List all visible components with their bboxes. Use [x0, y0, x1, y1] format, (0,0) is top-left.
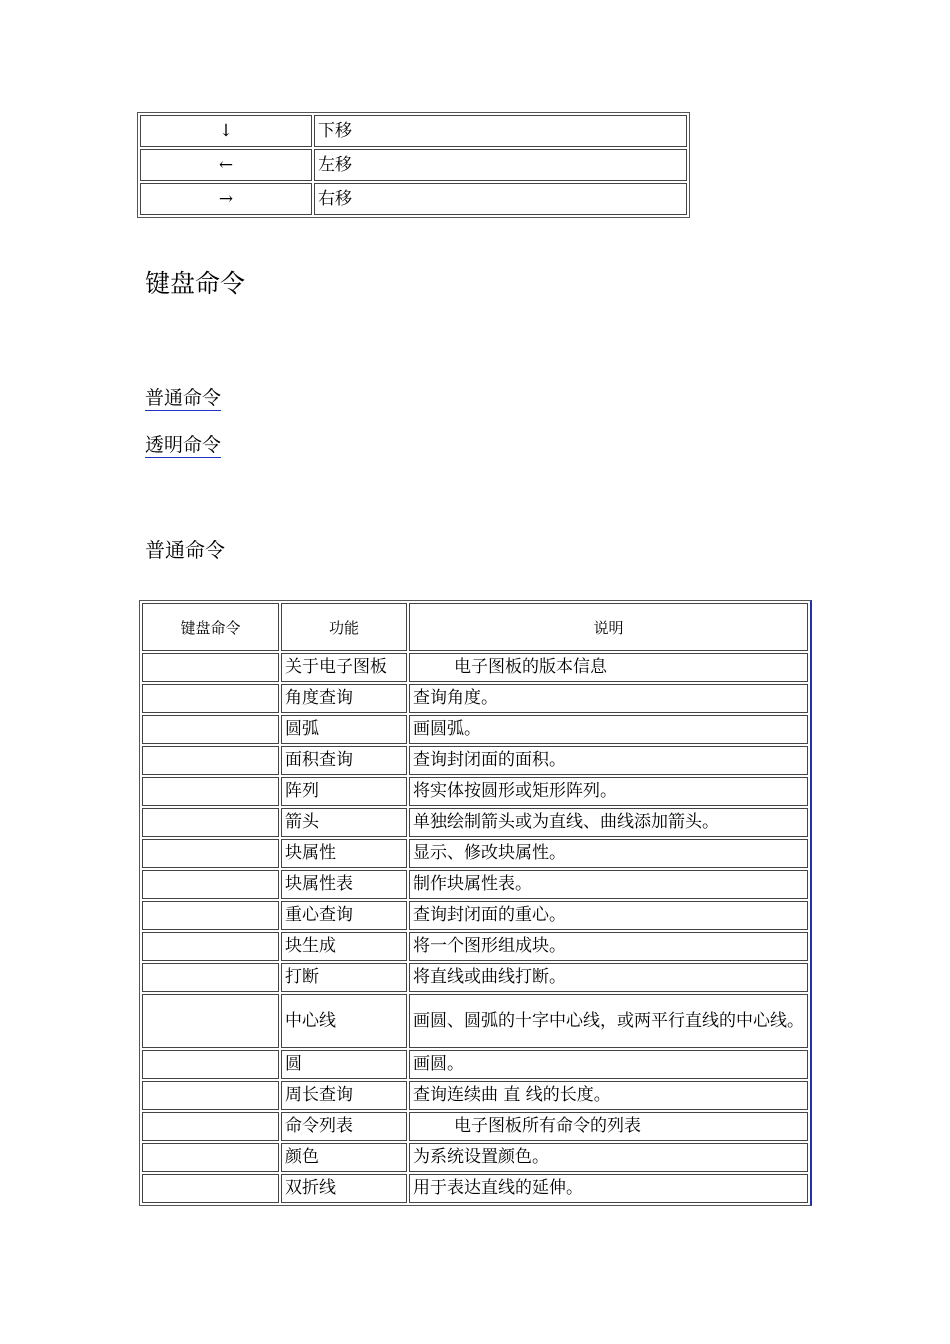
description-cell: 单独绘制箭头或为直线、曲线添加箭头。: [409, 808, 808, 837]
action-cell: 左移: [314, 149, 687, 181]
description-cell: 查询封闭面的面积。: [409, 746, 808, 775]
function-cell: 圆弧: [281, 715, 407, 744]
table-row: [142, 1143, 808, 1172]
table-row: [142, 932, 808, 961]
action-cell: 下移: [314, 115, 687, 147]
table-header-row: [142, 603, 808, 651]
key-cell: [142, 870, 279, 899]
down-arrow-key-cell: ↓: [140, 115, 312, 147]
key-cell: [142, 684, 279, 713]
keyboard-commands-heading: 键盘命令: [145, 269, 246, 298]
key-cell: [142, 715, 279, 744]
function-cell: 圆: [281, 1050, 407, 1079]
normal-commands-heading: 普通命令: [145, 538, 225, 562]
key-cell: [142, 839, 279, 868]
function-cell: 颜色: [281, 1143, 407, 1172]
description-cell: 查询连续曲 直 线的长度。: [409, 1081, 808, 1110]
description-cell: 将一个图形组成块。: [409, 932, 808, 961]
function-cell: 双折线: [281, 1174, 407, 1203]
normal-commands-link[interactable]: 普通命令: [145, 387, 222, 409]
table-row: [142, 777, 808, 806]
description-cell: 电子图板所有命令的列表: [409, 1112, 808, 1141]
key-cell: [142, 994, 279, 1048]
function-cell: 关于电子图板: [281, 653, 407, 682]
table-row: [142, 808, 808, 837]
command-table: [139, 600, 812, 1206]
description-cell: 画圆。: [409, 1050, 808, 1079]
key-cell: [142, 1174, 279, 1203]
table-row: [142, 1081, 808, 1110]
table-row: [142, 870, 808, 899]
key-cell: [142, 932, 279, 961]
function-cell: 块属性: [281, 839, 407, 868]
description-cell: 电子图板的版本信息: [409, 653, 808, 682]
function-cell: 面积查询: [281, 746, 407, 775]
table-row: [140, 115, 687, 147]
function-cell: 重心查询: [281, 901, 407, 930]
description-cell: 画圆、圆弧的十字中心线，或两平行直线的中心线。: [409, 994, 808, 1048]
description-cell: 为系统设置颜色。: [409, 1143, 808, 1172]
transparent-commands-link[interactable]: 透明命令: [145, 434, 222, 456]
table-row: [140, 149, 687, 181]
description-cell: 用于表达直线的延伸。: [409, 1174, 808, 1203]
table-row: [140, 183, 687, 215]
table-row: [142, 839, 808, 868]
function-cell: 命令列表: [281, 1112, 407, 1141]
table-row: [142, 994, 808, 1048]
right-arrow-key-cell: →: [140, 183, 312, 215]
key-cell: [142, 777, 279, 806]
key-cell: [142, 1143, 279, 1172]
column-header-function: 功能: [281, 603, 407, 651]
table-row: [142, 901, 808, 930]
direction-key-table: [137, 112, 690, 218]
action-cell: 右移: [314, 183, 687, 215]
description-cell: 画圆弧。: [409, 715, 808, 744]
key-cell: [142, 963, 279, 992]
table-row: [142, 1112, 808, 1141]
key-cell: [142, 746, 279, 775]
function-cell: 角度查询: [281, 684, 407, 713]
key-cell: [142, 1112, 279, 1141]
column-header-description: 说明: [409, 603, 808, 651]
table-row: [142, 746, 808, 775]
table-row: [142, 684, 808, 713]
table-row: [142, 1174, 808, 1203]
description-cell: 查询封闭面的重心。: [409, 901, 808, 930]
key-cell: [142, 1081, 279, 1110]
key-cell: [142, 653, 279, 682]
description-cell: 显示、修改块属性。: [409, 839, 808, 868]
table-row: [142, 1050, 808, 1079]
description-cell: 将直线或曲线打断。: [409, 963, 808, 992]
function-cell: 打断: [281, 963, 407, 992]
function-cell: 块属性表: [281, 870, 407, 899]
left-arrow-key-cell: ←: [140, 149, 312, 181]
table-row: [142, 963, 808, 992]
description-cell: 将实体按圆形或矩形阵列。: [409, 777, 808, 806]
key-cell: [142, 901, 279, 930]
table-row: [142, 715, 808, 744]
function-cell: 阵列: [281, 777, 407, 806]
key-cell: [142, 808, 279, 837]
column-header-key: 键盘命令: [142, 603, 279, 651]
description-cell: 查询角度。: [409, 684, 808, 713]
function-cell: 中心线: [281, 994, 407, 1048]
function-cell: 箭头: [281, 808, 407, 837]
description-cell: 制作块属性表。: [409, 870, 808, 899]
function-cell: 周长查询: [281, 1081, 407, 1110]
table-row: [142, 653, 808, 682]
key-cell: [142, 1050, 279, 1079]
function-cell: 块生成: [281, 932, 407, 961]
